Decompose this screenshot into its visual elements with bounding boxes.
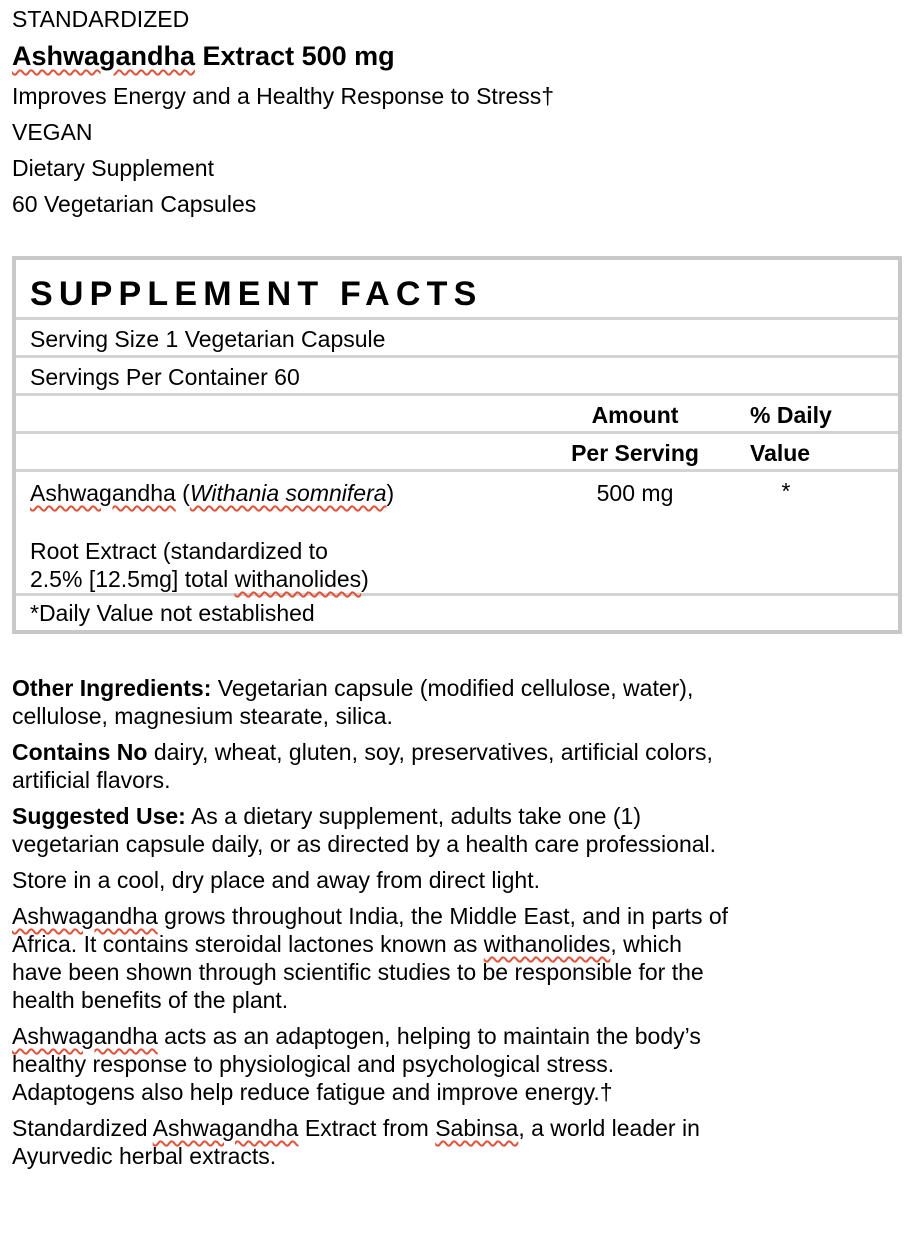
extract-close: ) bbox=[361, 566, 369, 592]
label-body-text bbox=[12, 674, 732, 1178]
sabinsa-paragraph bbox=[12, 1114, 732, 1170]
servings-per-container: Servings Per Container 60 bbox=[30, 364, 300, 390]
p2-word: Ashwagandha bbox=[12, 1023, 158, 1049]
p3-text-a: Standardized bbox=[12, 1115, 153, 1141]
p3-word2: Sabinsa bbox=[435, 1115, 519, 1141]
extract-line-1: Root Extract (standardized to bbox=[30, 538, 328, 564]
serving-size: Serving Size 1 Vegetarian Capsule bbox=[30, 326, 386, 352]
p1-word: Ashwagandha bbox=[12, 903, 158, 929]
p1-text-b: , which have been shown through scientific studies to be responsible for the health benefits of the plant. bbox=[12, 931, 704, 1013]
other-ingredients bbox=[12, 674, 732, 730]
suggested-use-label: Suggested Use: bbox=[12, 803, 186, 829]
p1-word2: withanolides bbox=[483, 931, 611, 957]
p1-text-a: grows throughout India, the Middle East, and in parts of Africa. It contains steroidal lactones known as bbox=[12, 903, 729, 957]
tagline: Improves Energy and a Healthy Response to Stress† bbox=[12, 83, 555, 109]
title-word: Ashwagandha bbox=[12, 41, 196, 71]
serving-size-row bbox=[16, 320, 898, 358]
paren-open: ( bbox=[175, 480, 190, 506]
ingredient-common-name: Ashwagandha bbox=[30, 480, 176, 506]
extract-line-2 bbox=[30, 564, 369, 594]
amount-header: Amount bbox=[591, 402, 679, 428]
ashwagandha-origin-paragraph bbox=[12, 902, 732, 1014]
servings-per-container-row bbox=[16, 358, 898, 396]
ingredient-name bbox=[30, 478, 394, 508]
per-serving-header: Per Serving bbox=[571, 440, 699, 466]
ingredient-amount: 500 mg bbox=[596, 480, 674, 506]
daily-value-header: % Daily bbox=[750, 402, 832, 428]
p2-text: acts as an adaptogen, helping to maintain the body’s healthy response to physiological and psychological stress. Adaptogens also help reduce fatigue and improve energy.† bbox=[12, 1023, 701, 1105]
p3-text-b: Extract from bbox=[298, 1115, 436, 1141]
suggested-use-text: As a dietary supplement, adults take one (1) vegetarian capsule daily, or as directed by a health care professional. bbox=[12, 803, 717, 857]
column-header-row-2 bbox=[16, 434, 898, 472]
supplement-facts-panel bbox=[12, 256, 902, 634]
suggested-use bbox=[12, 802, 732, 858]
column-header-row-1 bbox=[16, 396, 898, 434]
product-header bbox=[12, 4, 554, 222]
facts-title-row bbox=[16, 260, 898, 320]
p3-word: Ashwagandha bbox=[152, 1115, 299, 1141]
product-title bbox=[12, 34, 554, 78]
contains-no-text: dairy, wheat, gluten, soy, preservatives, artificial colors, artificial flavors. bbox=[12, 739, 713, 793]
facts-title: SUPPLEMENT FACTS bbox=[30, 275, 483, 313]
other-ingredients-label: Other Ingredients: bbox=[12, 675, 212, 701]
ingredient-daily-value: * bbox=[781, 478, 791, 504]
footnote: *Daily Value not established bbox=[30, 600, 315, 626]
paren-close: ) bbox=[386, 480, 395, 506]
vegan-label: VEGAN bbox=[12, 119, 93, 145]
capsule-count: 60 Vegetarian Capsules bbox=[12, 191, 257, 217]
p3-text-c: , a world leader in Ayurvedic herbal extracts. bbox=[12, 1115, 700, 1169]
adaptogen-paragraph bbox=[12, 1022, 732, 1106]
ingredient-row bbox=[16, 472, 898, 596]
extract-text: 2.5% [12.5mg] total bbox=[30, 566, 235, 592]
contains-no-label: Contains No bbox=[12, 739, 148, 765]
storage-instructions: Store in a cool, dry place and away from direct light. bbox=[12, 867, 540, 893]
footnote-row bbox=[16, 596, 898, 630]
value-header: Value bbox=[750, 440, 811, 466]
withanolides-word: withanolides bbox=[234, 566, 362, 592]
title-rest: Extract 500 mg bbox=[195, 41, 395, 71]
other-ingredients-text: Vegetarian capsule (modified cellulose, water), cellulose, magnesium stearate, silica. bbox=[12, 675, 694, 729]
ingredient-latin-name: Withania somnifera bbox=[189, 480, 387, 506]
standardized-label: STANDARDIZED bbox=[12, 6, 190, 32]
supplement-type: Dietary Supplement bbox=[12, 155, 214, 181]
contains-no bbox=[12, 738, 732, 794]
